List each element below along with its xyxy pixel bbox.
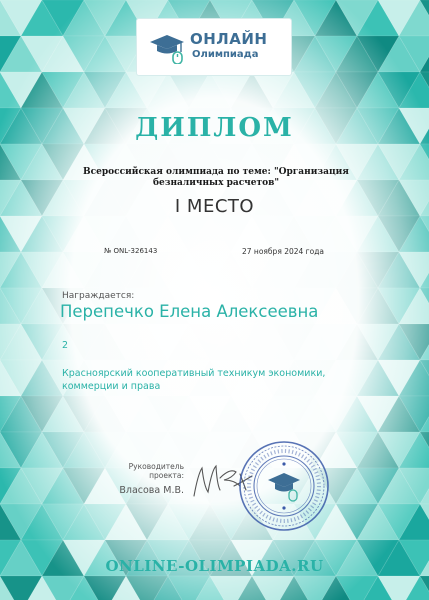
recipient-name: Перепечко Елена Алексеевна xyxy=(60,302,319,321)
diploma-title: ДИПЛОМ xyxy=(135,113,294,143)
logo-subtitle: Олимпиада xyxy=(192,49,259,60)
online-olympiad-logo xyxy=(136,18,292,76)
graduation-cap-mouse-icon xyxy=(148,32,186,64)
site-url: ONLINE-OLIMPIADA.RU xyxy=(105,557,324,575)
diploma-number: № ONL-326143 xyxy=(104,247,158,255)
logo-title: ОНЛАЙН xyxy=(190,30,268,48)
awarded-label: Награждается: xyxy=(62,291,135,301)
supervisor-label: Руководитель проекта: xyxy=(128,462,184,480)
official-seal-stamp xyxy=(238,440,330,532)
recipient-grade: 2 xyxy=(62,340,69,351)
supervisor-name: Власова М.В. xyxy=(119,485,184,496)
diploma-date: 27 ноября 2024 года xyxy=(242,247,324,256)
recipient-institution: Красноярский кооперативный техникум экономики, коммерции и права xyxy=(62,368,326,392)
olympiad-subject: Всероссийская олимпиада по теме: "Организация безналичных расчетов" xyxy=(83,167,349,188)
place-award: I МЕСТО xyxy=(174,196,255,217)
